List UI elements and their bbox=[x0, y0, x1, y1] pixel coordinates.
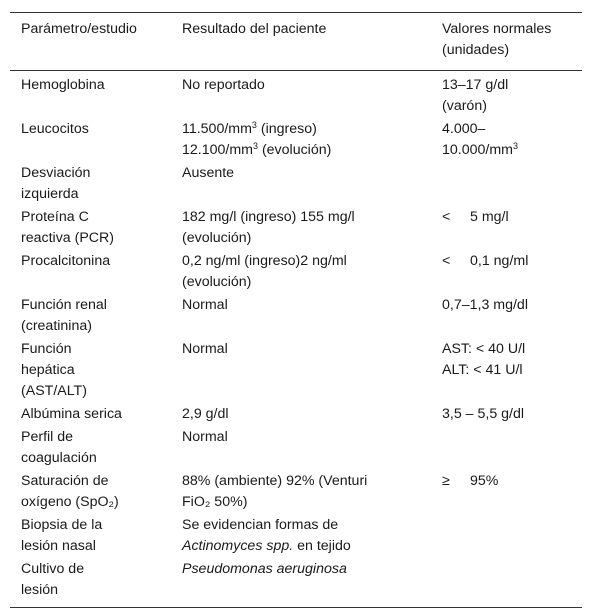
cell-text: Función bbox=[21, 341, 72, 357]
cell-text: Hemoglobina bbox=[21, 77, 105, 93]
cell-parameter bbox=[10, 403, 171, 426]
cell-result bbox=[171, 558, 431, 608]
cell-text: Procalcitonina bbox=[21, 253, 111, 269]
cell-result bbox=[171, 118, 431, 162]
cell-text: 5 mg/l bbox=[470, 209, 509, 225]
cell-text: Normal bbox=[182, 297, 228, 313]
cell-text: (evolución) bbox=[258, 142, 332, 158]
cell-line bbox=[442, 207, 578, 228]
cell-text: FiO₂ 50%) bbox=[182, 494, 248, 510]
cell-text: (evolución) bbox=[182, 230, 252, 246]
header-parameter: Parámetro/estudio bbox=[21, 21, 137, 37]
cell-text: 88% (ambiente) 92% (Venturi bbox=[182, 473, 368, 489]
cell-text: 0,7–1,3 mg/dl bbox=[442, 297, 528, 313]
cell-text: izquierda bbox=[21, 186, 79, 202]
cell-text: (creatinina) bbox=[21, 318, 92, 334]
cell-normal bbox=[431, 294, 582, 338]
cell-text: Normal bbox=[182, 341, 228, 357]
cell-text: 3,5 – 5,5 g/dl bbox=[442, 406, 525, 422]
superscript: 3 bbox=[512, 141, 518, 151]
cell-line bbox=[182, 119, 427, 140]
cell-parameter bbox=[10, 426, 171, 470]
cell-result bbox=[171, 514, 431, 558]
header-row bbox=[10, 13, 582, 71]
cell-result bbox=[171, 470, 431, 514]
cell-text: 2,9 g/dl bbox=[182, 406, 229, 422]
cell-text: hepática bbox=[21, 362, 75, 378]
cell-text: 0,2 ng/ml (ingreso)2 ng/ml bbox=[182, 253, 347, 269]
cell-parameter bbox=[10, 206, 171, 250]
cell-result bbox=[171, 426, 431, 470]
cell-text: Cultivo de bbox=[21, 561, 85, 577]
cell-line bbox=[182, 536, 427, 557]
cell-line bbox=[442, 140, 578, 161]
cell-parameter bbox=[10, 118, 171, 162]
cell-text: AST: < 40 U/l bbox=[442, 341, 526, 357]
organism-name: Pseudomonas aeruginosa bbox=[182, 561, 347, 577]
cell-normal bbox=[431, 206, 582, 250]
cell-parameter bbox=[10, 250, 171, 294]
cell-text: Desviación bbox=[21, 165, 91, 181]
cell-text: (varón) bbox=[442, 98, 487, 114]
cell-normal bbox=[431, 162, 582, 206]
cell-normal bbox=[431, 71, 582, 119]
cell-parameter bbox=[10, 162, 171, 206]
table-row bbox=[10, 71, 582, 119]
cell-text: Albúmina serica bbox=[21, 406, 122, 422]
superscript: 3 bbox=[251, 120, 257, 130]
header-normal-values: Valores normales (unidades) bbox=[442, 21, 552, 58]
cell-text: ALT: < 41 U/l bbox=[442, 362, 523, 378]
cell-line bbox=[442, 251, 578, 272]
cell-parameter bbox=[10, 514, 171, 558]
cell-text: No reportado bbox=[182, 77, 265, 93]
cell-line bbox=[182, 140, 427, 161]
cell-text: 4.000– bbox=[442, 121, 486, 137]
table-row bbox=[10, 118, 582, 162]
cell-normal bbox=[431, 118, 582, 162]
table-row bbox=[10, 162, 582, 206]
table-row bbox=[10, 426, 582, 470]
cell-line bbox=[442, 471, 578, 492]
cell-text: lesión bbox=[21, 582, 59, 598]
cell-parameter bbox=[10, 338, 171, 403]
table-row bbox=[10, 250, 582, 294]
table-row bbox=[10, 558, 582, 608]
cell-text: Perfil de bbox=[21, 429, 74, 445]
cell-normal bbox=[431, 426, 582, 470]
cell-text: 95% bbox=[470, 473, 499, 489]
cell-text: 0,1 ng/ml bbox=[470, 253, 529, 269]
table-row bbox=[10, 403, 582, 426]
table-row bbox=[10, 338, 582, 403]
cell-text: coagulación bbox=[21, 450, 97, 466]
cell-text: Ausente bbox=[182, 165, 235, 181]
comparison-symbol: < bbox=[442, 209, 451, 225]
cell-text: (evolución) bbox=[182, 274, 252, 290]
cell-text: 182 mg/l (ingreso) 155 mg/l bbox=[182, 209, 355, 225]
cell-result bbox=[171, 338, 431, 403]
cell-normal bbox=[431, 470, 582, 514]
superscript: 3 bbox=[252, 141, 258, 151]
cell-text: en tejido bbox=[293, 538, 351, 554]
cell-normal bbox=[431, 514, 582, 558]
cell-text: 12.100/mm bbox=[182, 142, 253, 158]
cell-text: (ingreso) bbox=[256, 121, 317, 137]
cell-parameter bbox=[10, 71, 171, 119]
cell-text: 11.500/mm bbox=[182, 121, 252, 137]
cell-text: Saturación de bbox=[21, 473, 109, 489]
lab-results-table bbox=[10, 12, 582, 608]
cell-normal bbox=[431, 250, 582, 294]
cell-parameter bbox=[10, 470, 171, 514]
cell-text: Se evidencian formas de bbox=[182, 517, 339, 533]
cell-parameter bbox=[10, 558, 171, 608]
cell-text: 13–17 g/dl bbox=[442, 77, 509, 93]
cell-text: Biopsia de la bbox=[21, 517, 103, 533]
cell-text: Normal bbox=[182, 429, 228, 445]
cell-result bbox=[171, 71, 431, 119]
header-patient-result: Resultado del paciente bbox=[182, 21, 327, 37]
cell-normal bbox=[431, 403, 582, 426]
cell-text: (AST/ALT) bbox=[21, 383, 87, 399]
table-row bbox=[10, 294, 582, 338]
comparison-symbol: < bbox=[442, 253, 451, 269]
cell-result bbox=[171, 294, 431, 338]
cell-text: Proteína C bbox=[21, 209, 89, 225]
table-body bbox=[10, 71, 582, 608]
cell-normal bbox=[431, 558, 582, 608]
cell-normal bbox=[431, 338, 582, 403]
cell-text: lesión nasal bbox=[21, 538, 96, 554]
cell-result bbox=[171, 250, 431, 294]
table-row bbox=[10, 514, 582, 558]
table-row bbox=[10, 470, 582, 514]
cell-text: reactiva (PCR) bbox=[21, 230, 115, 246]
cell-result bbox=[171, 206, 431, 250]
comparison-symbol: ≥ bbox=[442, 473, 450, 489]
cell-text: 10.000/mm bbox=[442, 142, 513, 158]
cell-parameter bbox=[10, 294, 171, 338]
cell-text: oxígeno (SpO₂) bbox=[21, 494, 119, 510]
cell-text: Leucocitos bbox=[21, 121, 89, 137]
table-header bbox=[10, 13, 582, 71]
cell-result bbox=[171, 162, 431, 206]
cell-result bbox=[171, 403, 431, 426]
organism-name: Actinomyces spp. bbox=[182, 538, 294, 554]
table-row bbox=[10, 206, 582, 250]
cell-text: Función renal bbox=[21, 297, 107, 313]
